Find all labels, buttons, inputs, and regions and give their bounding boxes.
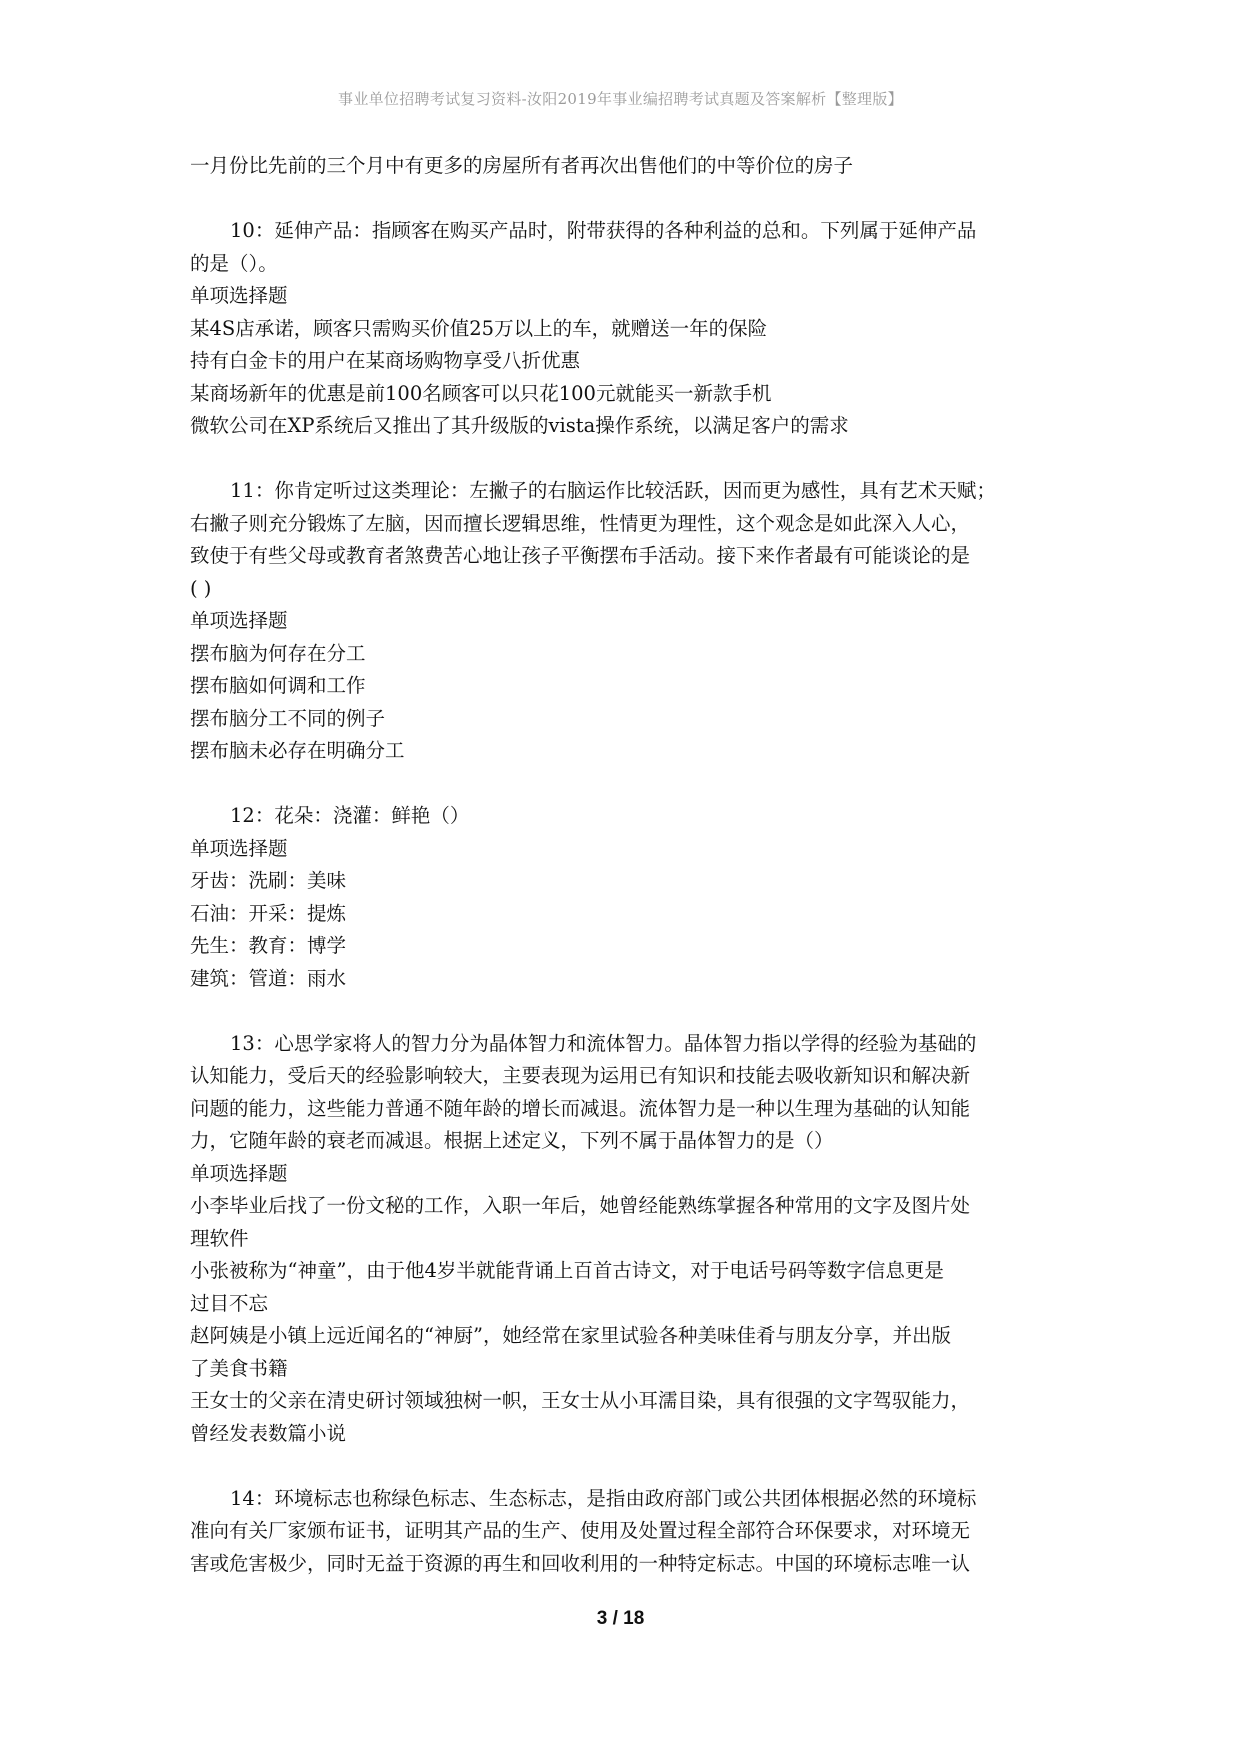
answer-option: 摆布脑如何调和工作: [190, 674, 366, 697]
answer-option: 赵阿姨是小镇上远近闻名的“神厨”，她经常在家里试验各种美味佳肴与朋友分享，并出版: [190, 1324, 951, 1347]
answer-option: 曾经发表数篇小说: [190, 1421, 347, 1445]
answer-option: 微软公司在XP系统后又推出了其升级版的vista操作系统，以满足客户的需求: [190, 414, 849, 437]
answer-option: 王女士的父亲在清史研讨领域独树一帜，王女士从小耳濡目染，具有很强的文字驾驭能力，: [190, 1389, 971, 1412]
page-header: 事业单位招聘考试复习资料-汝阳2019年事业编招聘考试真题及答案解析【整理版】: [338, 90, 903, 108]
answer-option: 摆布脑未必存在明确分工: [190, 739, 405, 762]
answer-option: 某商场新年的优惠是前100名顾客可以只花100元就能买一新款手机: [190, 381, 772, 405]
question-14: [190, 1483, 1070, 1581]
spacer: [190, 1450, 1070, 1483]
question-type-label: 单项选择题: [190, 284, 288, 307]
question-stem-line: 问题的能力，这些能力普通不随年龄的增长而减退。流体智力是一种以生理为基础的认知能: [190, 1096, 971, 1120]
question-type-label: 单项选择题: [190, 836, 288, 860]
question-stem-line: 14：环境标志也称绿色标志、生态标志，是指由政府部门或公共团体根据必然的环境标: [230, 1486, 977, 1510]
question-type-label: 单项选择题: [190, 609, 288, 632]
question-11: [190, 475, 1070, 768]
answer-option: 先生：教育：博学: [190, 934, 347, 957]
question-stem-line: 右撇子则充分锻炼了左脑，因而擅长逻辑思维，性情更为理性，这个观念是如此深入人心，: [190, 511, 971, 535]
question-stem-line: 认知能力，受后天的经验影响较大，主要表现为运用已有知识和技能去吸收新知识和解决新: [190, 1064, 971, 1087]
answer-option: 摆布脑为何存在分工: [190, 641, 366, 665]
document-body: [190, 150, 1070, 1580]
answer-option: 过目不忘: [190, 1291, 269, 1315]
question-stem-line: 准向有关厂家颁布证书，证明其产品的生产、使用及处置过程全部符合环保要求，对环境无: [190, 1519, 971, 1542]
answer-option: 某4S店承诺，顾客只需购买价值25万以上的车，就赠送一年的保险: [190, 316, 768, 340]
answer-option: 了美食书籍: [190, 1356, 288, 1380]
question-stem-line: ( ): [190, 576, 212, 600]
answer-option: 小李毕业后找了一份文秘的工作，入职一年后，她曾经能熟练掌握各种常用的文字及图片处: [190, 1194, 971, 1217]
question-12: [190, 800, 1070, 995]
question-stem-line: 10：延伸产品：指顾客在购买产品时，附带获得的各种利益的总和。下列属于延伸产品: [230, 219, 977, 242]
page-number: 3 / 18: [596, 1608, 645, 1629]
answer-option: 石油：开采：提炼: [190, 901, 347, 925]
question-stem-line: 11：你肯定听过这类理论：左撇子的右脑运作比较活跃，因而更为感性，具有艺术天赋；: [230, 479, 996, 502]
question-stem-line: 力，它随年龄的衰老而减退。根据上述定义，下列不属于晶体智力的是（）: [190, 1129, 834, 1152]
question-stem-line: 害或危害极少，同时无益于资源的再生和回收利用的一种特定标志。中国的环境标志唯一认: [190, 1551, 971, 1575]
spacer: [190, 768, 1070, 801]
answer-option: 牙齿：洗刷：美味: [190, 869, 347, 892]
spacer: [190, 995, 1070, 1028]
question-stem-line: 的是（）。: [190, 251, 278, 275]
question-stem-line: 12：花朵：浇灌：鲜艳（）: [230, 804, 470, 827]
intro-line: 一月份比先前的三个月中有更多的房屋所有者再次出售他们的中等价位的房子: [190, 154, 854, 177]
answer-option: 建筑：管道：雨水: [190, 966, 347, 990]
answer-option: 理软件: [190, 1226, 249, 1250]
spacer: [190, 183, 1070, 216]
answer-option: 摆布脑分工不同的例子: [190, 706, 386, 730]
question-10: [190, 215, 1070, 443]
answer-option: 小张被称为“神童”，由于他4岁半就能背诵上百首古诗文，对于电话号码等数字信息更是: [190, 1259, 944, 1282]
answer-option: 持有白金卡的用户在某商场购物享受八折优惠: [190, 349, 581, 372]
question-13: [190, 1028, 1070, 1451]
question-type-label: 单项选择题: [190, 1161, 288, 1185]
question-stem-line: 致使于有些父母或教育者煞费苦心地让孩子平衡摆布手活动。接下来作者最有可能谈论的是: [190, 544, 971, 567]
question-stem-line: 13：心思学家将人的智力分为晶体智力和流体智力。晶体智力指以学得的经验为基础的: [230, 1031, 977, 1055]
spacer: [190, 443, 1070, 476]
